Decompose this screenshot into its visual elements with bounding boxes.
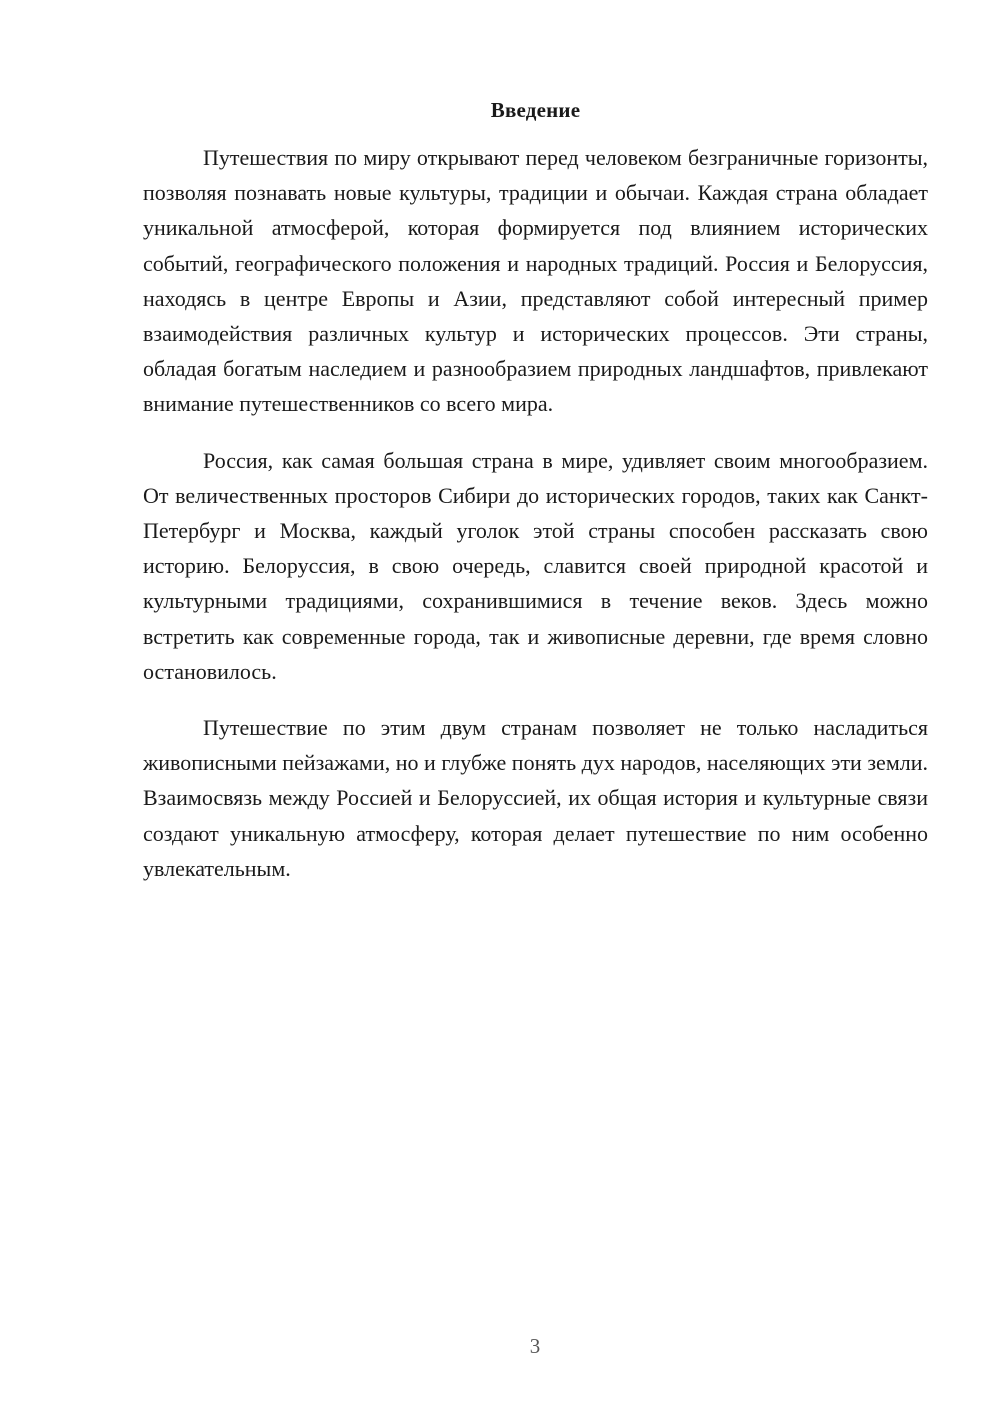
page-content [143, 95, 928, 907]
paragraph-2: Россия, как самая большая страна в мире, удивляет своим многообразием. От величественных просторов Сибири до исторических городов, таких как Санкт-Петербург и Москва, каждый уголок этой страны способен рассказать свою историю. Белоруссия, в свою очередь, славится своей природной красотой и культурными традициями, сохранившимися в течение веков. Здесь можно встретить как современные города, так и живописные деревни, где время словно остановилось. [143, 447, 928, 684]
paragraph-1: Путешествия по миру открывают перед человеком безграничные горизонты, позволяя познавать новые культуры, традиции и обычаи. Каждая страна обладает уникальной атмосферой, которая формируется под влиянием исторических событий, географического положения и народных традиций. Россия и Белоруссия, находясь в центре Европы и Азии, представляют собой интересный пример взаимодействия различных культур и исторических процессов. Эти страны, обладая богатым наследием и разнообразием природных ландшафтов, привлекают внимание путешественников со всего мира. [143, 145, 928, 417]
paragraph-3: Путешествие по этим двум странам позволяет не только насладиться живописными пейзажами, но и глубже понять дух народов, населяющих эти земли. Взаимосвязь между Россией и Белоруссией, их общая история и культурные связи создают уникальную атмосферу, которая делает путешествие по ним особенно увлекательным. [143, 715, 928, 881]
section-title: Введение [490, 98, 581, 122]
page-number: 3 [529, 1334, 541, 1358]
